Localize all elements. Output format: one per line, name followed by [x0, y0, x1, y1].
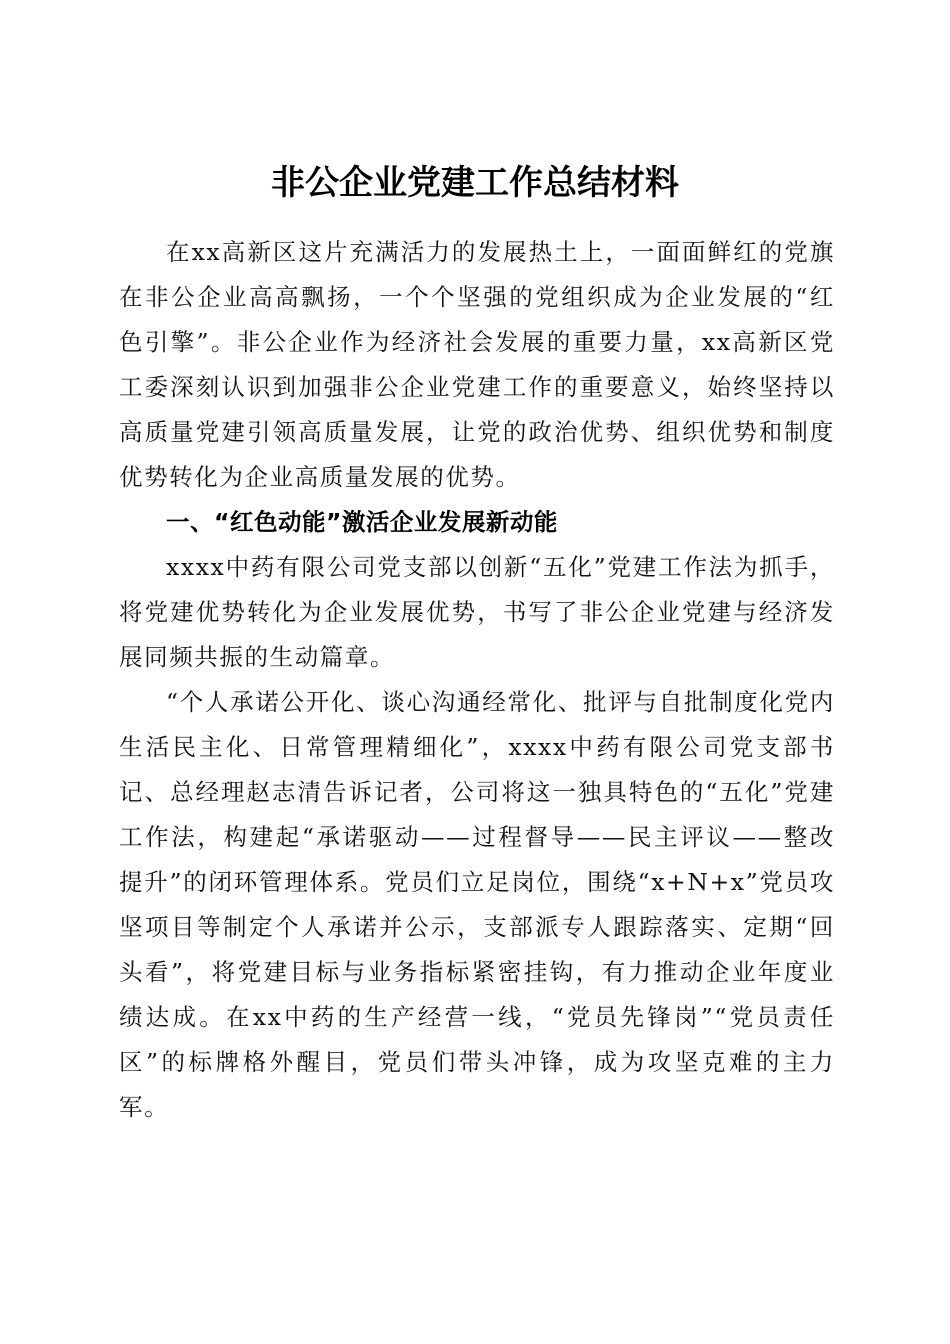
- document-body: [119, 230, 835, 1130]
- document-title: 非公企业党建工作总结材料: [271, 162, 679, 203]
- paragraph-five-methods: “个人承诺公开化、谈心沟通经常化、批评与自批制度化党内生活民主化、日常管理精细化”，xxxx中药有限公司党支部书记、总经理赵志清告诉记者，公司将这一独具特色的“五化”党建工作法，构建起“承诺驱动——过程督导——民主评议——整改提升”的闭环管理体系。党员们立足岗位，围绕“x+N+x”党员攻坚项目等制定个人承诺并公示，支部派专人跟踪落实、定期“回头看”，将党建目标与业务指标紧密挂钩，有力推动企业年度业绩达成。在xx中药的生产经营一线，“党员先锋岗”“党员责任区”的标牌格外醒目，党员们带头冲锋，成为攻坚克难的主力军。: [119, 688, 835, 1121]
- paragraph-intro: 在xx高新区这片充满活力的发展热土上，一面面鲜红的党旗在非公企业高高飘扬，一个个坚强的党组织成为企业发展的“红色引擎”。非公企业作为经济社会发展的重要力量，xx高新区党工委深刻认识到加强非公企业党建工作的重要意义，始终坚持以高质量党建引领高质量发展，让党的政治优势、组织优势和制度优势转化为企业高质量发展的优势。: [119, 238, 835, 491]
- section-heading: 一、“红色动能”激活企业发展新动能: [166, 508, 558, 536]
- paragraph-company: xxxx中药有限公司党支部以创新“五化”党建工作法为抓手，将党建优势转化为企业发展优势，书写了非公企业党建与经济发展同频共振的生动篇章。: [119, 553, 835, 671]
